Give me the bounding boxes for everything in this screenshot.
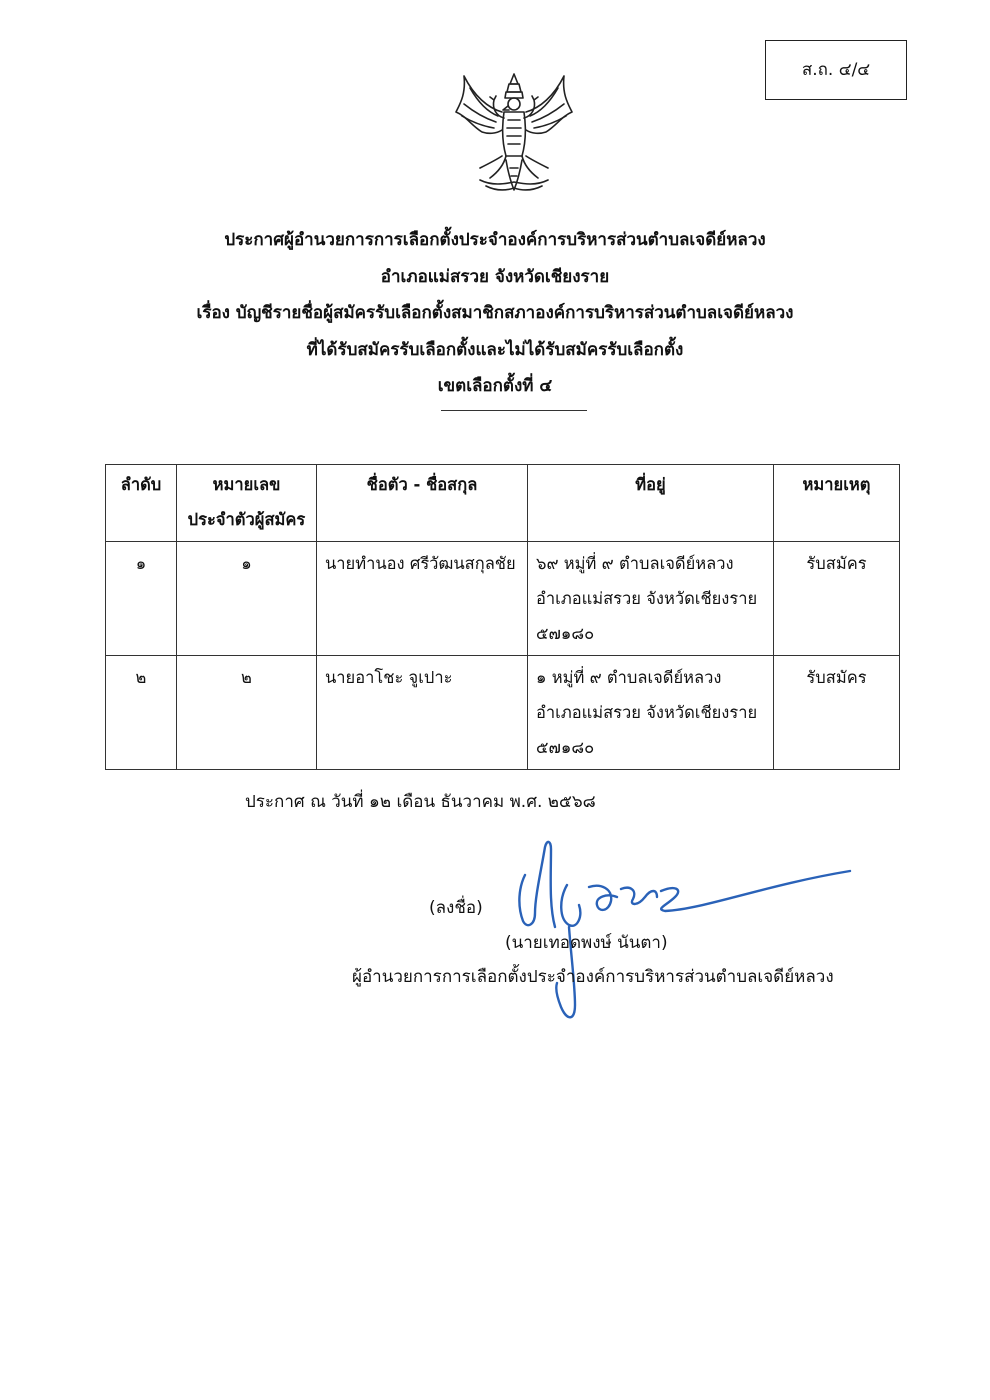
- cell-name: นายอาโชะ จูเปาะ: [317, 656, 528, 770]
- table-row: [106, 542, 900, 656]
- table-row: [106, 656, 900, 770]
- cell-address: ๑ หมู่ที่ ๙ ตำบลเจดีย์หลวง อำเภอแม่สรวย จังหวัดเชียงราย ๕๗๑๘๐: [528, 656, 774, 770]
- signature-label: (ลงชื่อ): [429, 898, 483, 918]
- garuda-emblem-icon: [452, 68, 576, 196]
- heading-line-5: เขตเลือกตั้งที่ ๔: [437, 376, 553, 396]
- cell-remark: รับสมัคร: [774, 542, 900, 656]
- announcement-heading: [0, 222, 990, 405]
- heading-line-1: ประกาศผู้อำนวยการการเลือกตั้งประจำองค์การบริหารส่วนตำบลเจดีย์หลวง: [224, 230, 766, 250]
- heading-line-4: ที่ได้รับสมัครรับเลือกตั้งและไม่ได้รับสมัครรับเลือกตั้ง: [306, 339, 684, 360]
- heading-line-3: เรื่อง บัญชีรายชื่อผู้สมัครรับเลือกตั้งสมาชิกสภาองค์การบริหารส่วนตำบลเจดีย์หลวง: [196, 303, 794, 323]
- header-remark: หมายเหตุ: [774, 465, 900, 542]
- cell-candidate-number: ๒: [177, 656, 317, 770]
- signer-position: ผู้อำนวยการการเลือกตั้งประจำองค์การบริหารส่วนตำบลเจดีย์หลวง: [352, 967, 834, 987]
- heading-divider: [441, 410, 587, 411]
- header-order: ลำดับ: [106, 465, 177, 542]
- form-code-box: [765, 40, 907, 100]
- cell-address: ๖๙ หมู่ที่ ๙ ตำบลเจดีย์หลวง อำเภอแม่สรวย จังหวัดเชียงราย ๕๗๑๘๐: [528, 542, 774, 656]
- form-code-text: ส.ถ. ๔/๔: [801, 60, 871, 80]
- cell-order: ๒: [106, 656, 177, 770]
- announcement-date: ประกาศ ณ วันที่ ๑๒ เดือน ธันวาคม พ.ศ. ๒๕๖๘: [245, 792, 596, 812]
- candidate-table: [105, 464, 900, 770]
- signer-name: (นายเทอดพงษ์ นันตา): [505, 933, 668, 953]
- header-name: ชื่อตัว - ชื่อสกุล: [317, 465, 528, 542]
- heading-line-2: อำเภอแม่สรวย จังหวัดเชียงราย: [380, 266, 610, 287]
- cell-remark: รับสมัคร: [774, 656, 900, 770]
- cell-order: ๑: [106, 542, 177, 656]
- cell-name: นายทำนอง ศรีวัฒนสกุลชัย: [317, 542, 528, 656]
- table-header-row: [106, 465, 900, 542]
- header-candidate-number: หมายเลข ประจำตัวผู้สมัคร: [177, 465, 317, 542]
- header-address: ที่อยู่: [528, 465, 774, 542]
- cell-candidate-number: ๑: [177, 542, 317, 656]
